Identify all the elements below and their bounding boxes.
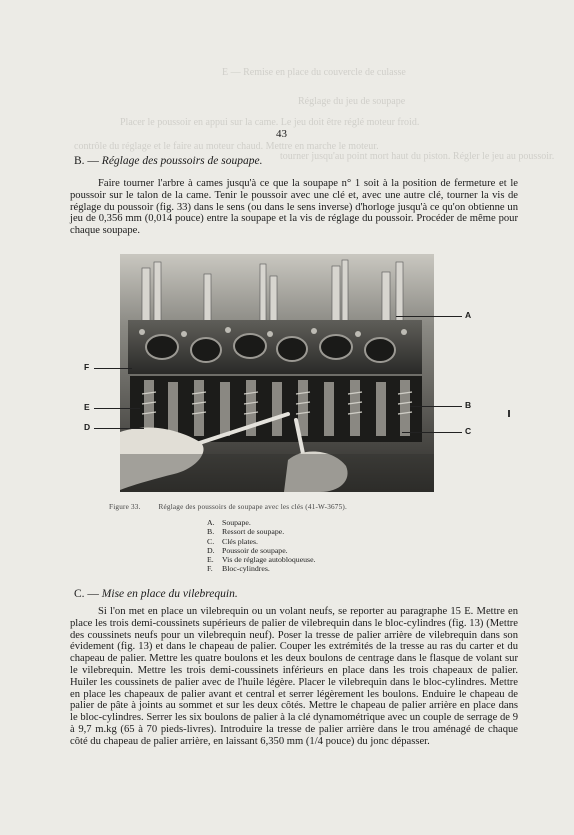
callout-a: A [465,310,472,320]
callout-line-c [402,432,462,433]
section-b-body [70,178,518,237]
section-c-title: Mise en place du vilebrequin. [101,588,238,600]
callout-line-a [396,316,462,317]
callout-c: C [465,426,472,436]
callout-e: E [84,402,90,412]
figure-caption [109,503,347,511]
section-c-body [70,606,518,748]
callout-f: F [84,362,90,372]
section-b-heading [74,155,262,167]
section-c-paragraph: Si l'on met en place un vilebrequin ou un volant neufs, se reporter au paragraphe 15 E. Mettre en place les trois demi-coussinets supérieurs de palier de vilebrequin dans le bloc-cylindres (fig. 13) (Mettre des coussinets neufs pour un vilebrequin neuf). Poser la tresse de palier arrière de vilebrequin dans son évidement (fig. 13) et dans le chapeau de palier. Couper les extrémités de la tresse au ras du carter et du chapeau de palier. Mettre les quatre boulons et les deux boulons de centrage dans le flasque de volant sur le vilebrequin. Mettre les trois demi-coussinets inférieurs en place dans les trois chapeaux de palier. Huiler les coussinets de palier avec de l'huile légère. Placer le vilebrequin dans le bloc-cylindres. Mettre en place les chapeaux de palier avant et central et serrer légèrement les boulons. Enduire le chapeau de palier de pâte à joints au sommet et sur les deux côtés. Mettre le chapeau de palier arrière en place dans le bloc-cylindres. Serrer les six boulons de palier à la clé dynamométrique avec un couple de serrage de 9 à 9,7 m.kg (65 à 70 pieds-livres). Introduire la tresse de palier arrière dans le trou aménagé de chaque côté du chapeau de palier arrière, en laissant 6,350 mm (1/4 pouce) du jonc dépasser. [70,606,518,747]
bleed-through-text: Placer le poussoir en appui sur la came. Le jeu doit être réglé moteur froid. [120,117,420,128]
legend-item: E. Vis de réglage autobloqueuse. [207,555,316,565]
callout-line-f [94,368,132,369]
legend-item: F. Bloc-cylindres. [207,564,270,574]
callout-d: D [84,422,91,432]
figure-legend [207,518,316,574]
legend-item: D. Poussoir de soupape. [207,545,288,555]
bleed-through-text: E — Remise en place du couvercle de culasse [222,67,406,78]
margin-mark [508,410,510,417]
section-b-paragraph: Faire tourner l'arbre à cames jusqu'à ce que la soupape n° 1 soit à la position de fermeture et le poussoir sur le talon de la came. Tenir le poussoir avec une clé et, avec une autre clé, tourner la vis de réglage du poussoir (fig. 33) dans le sens (ou dans le sens inverse) d'horloge jusqu'à ce qu'on obtienne un jeu de 0,356 mm (0,014 pouce) entre la soupape et la vis de réglage du poussoir. Procéder de même pour chaque soupape. [70,178,518,237]
section-c-letter: C. — [74,588,99,600]
callout-b: B [465,400,472,410]
engine-photograph [120,254,434,492]
legend-item: C. Clés plates. [207,536,258,546]
legend-item: B. Ressort de soupape. [207,527,285,537]
callout-line-e [94,408,140,409]
page-number: 43 [276,128,287,140]
section-b-letter: B. — [74,155,99,167]
figure-caption-text: Réglage des poussoirs de soupape avec les clés (41-W-3675). [158,503,347,511]
bleed-through-text: contrôle du réglage et le faire au moteur chaud. Mettre en marche le moteur. [74,141,379,152]
callout-line-d [94,428,144,429]
bleed-through-text: Réglage du jeu de soupape [298,96,406,107]
bleed-through-text: tourner jusqu'au point mort haut du piston. Régler le jeu au poussoir. [280,151,555,162]
section-b-title: Réglage des poussoirs de soupape. [101,155,263,167]
engine-photo-drawing [120,254,434,492]
figure-caption-label: Figure 33. [109,503,141,511]
legend-item: A. Soupape. [207,518,251,527]
section-c-heading [74,588,238,600]
callout-line-b [410,406,462,407]
